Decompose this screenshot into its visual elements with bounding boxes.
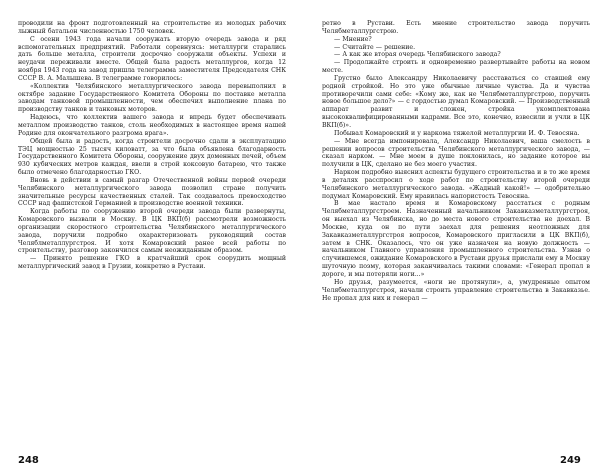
paragraph: Вновь в действии в самый разгар Отечественной войны первой очереди Челябинского металлургического завода позволил стране получить значительные ресурсы качественных сталей. Так создавалось превосходство СССР над фашистской Германией в производстве военной техники. (18, 176, 286, 208)
paragraph: — Принято решение ГКО в кратчайший срок соорудить мощный металлургический завод в Грузии, конкретно в Рустави. (18, 255, 286, 271)
paragraph: Надеюсь, что коллектив вашего завода и впредь будет обеспечивать металлом производство танков, столь необходимых в настоящее время нашей Родине для окончательного разгрома врага». (18, 114, 286, 137)
page-number: 249 (560, 455, 581, 466)
paragraph: — Продолжайте строить и одновременно развертывайте работы на новом месте. (322, 59, 590, 75)
paragraph: В мае настало время и Комаровскому расстаться с родным Челябметаллургстроем. Назначенный начальником Закавказметаллургстроя, он выехал из Челябинска, но до места нового строительства не доехал. В Москве, куда он по пути заехал для решения неотложных для Закавказметаллургстроя вопросов, Комаровского пригласили в ЦК ВКП(б), затем в СНК. Оказалось, что он уже назначен на новую должность — начальником Главного управления промышленного строительства. Узнав о случившемся, ожидание Комаровского в Рустави друзья прислали ему в Москву шуточную поэму, которая заканчивалась такими словами: «Генерал пропал в дороге, и мы потеряли ноги...» (322, 200, 590, 278)
page-number: 248 (18, 455, 39, 466)
paragraph: «Коллектив Челябинского металлургического завода перевыполнил в октябре задание Государственного Комитета Обороны по поставке металла заводам танковой промышленности, чем обеспечил выполнение плана по производству танков и танковых моторов. (18, 82, 286, 114)
paragraph: Когда работы по сооружению второй очереди завода были развернуты, Комаровского вызвали в Москву. В ЦК ВКП(б) рассмотрели возможность организации скоростного строительства Челябинского металлургического завода, поручили подробно охарактеризовать руководящий состав Челяблметаллургстроя. И хотя Комаровский ранее всей работы по строительству, разговор закончился самым неожиданным образом. (18, 208, 286, 255)
paragraph: Но друзья, разумеется, «ноги не протянули», а, умудренные опытом Челябметаллургстроя, начали строить управление строительства в Закавказье. Не пропал для них и генерал — (322, 278, 590, 302)
paragraph: — Мне всегда импонировала, Александр Николаевич, ваша смелость в решении вопросов строительства Челябинского металлургического завода, — сказал нарком. — Мне моем в душе поклонилась, но задание которое вы получили в ЦК, сделано не без моего участия. (322, 137, 590, 169)
paragraph: Побывал Комаровский и у наркома тяжелой металлургии И. Ф. Тевосяна. (334, 129, 580, 137)
paragraph: С осени 1943 года начали сооружать вторую очередь завода и ряд вспомогательных предприятий. Работали соревнуясь: металлурги старались дать больше металла, строители досрочно сооружали объекты. Успехи и неудачи переживали вместе. Общей была радость металлургов, когда 12 ноября 1943 года на завод пришла телеграмма заместителя Председателя СНК СССР В. А. Малышева. В телеграмме говорилось: (18, 35, 286, 82)
left-page (18, 20, 286, 468)
paragraph: ретно в Рустави. Есть мнение строительство завода поручить Челябметаллургстрою. (322, 20, 590, 35)
paragraph: Нарком подробно выяснил аспекты будущего строительства и в то же время в деталях расспросил о ходе работ по строительству второй очереди Челябинского металлургического завода. «Жадный какой!» — одобрительно подумал Комаровский. Ему нравилась напористость Тевосяна. (322, 169, 590, 200)
paragraph: Грустно было Александру Николаевичу расставаться со ставшей ему родной стройкой. Но это уже обычные личные чувства. Да и чувства противоречили сами себе: «Кому же, как не Челябметаллургстрою, поручить новое большое дело?» — с гордостью думал Комаровский. — Производственный аппарат развит и сложен, стройка укомплектована высококвалифицированными кадрами. Все это, конечно, взвесили и учли в ЦК ВКП(б)». (322, 74, 590, 129)
paragraph: проводили на фронт подготовленный на строительстве из молодых рабочих лыжный батальон численностью 1750 человек. (18, 20, 286, 35)
paragraph: Общей была и радость, когда строители досрочно сдали в эксплуатацию ТЭЦ мощностью 25 тысяч киловатт, за что была объявлена благодарность Государственного Комитета Обороны, сооружение двух доменных печей, объем 930 кубических метров каждая, ввели в строй коксовую батарею, что также было отмечено благодарностью ГКО. (18, 137, 286, 177)
right-page (322, 20, 590, 468)
paragraph: — Мнение? (334, 35, 372, 43)
paragraph: — А как же вторая очередь Челябинского завода? (334, 51, 501, 59)
paragraph: — Считайте — решение. (334, 43, 416, 51)
